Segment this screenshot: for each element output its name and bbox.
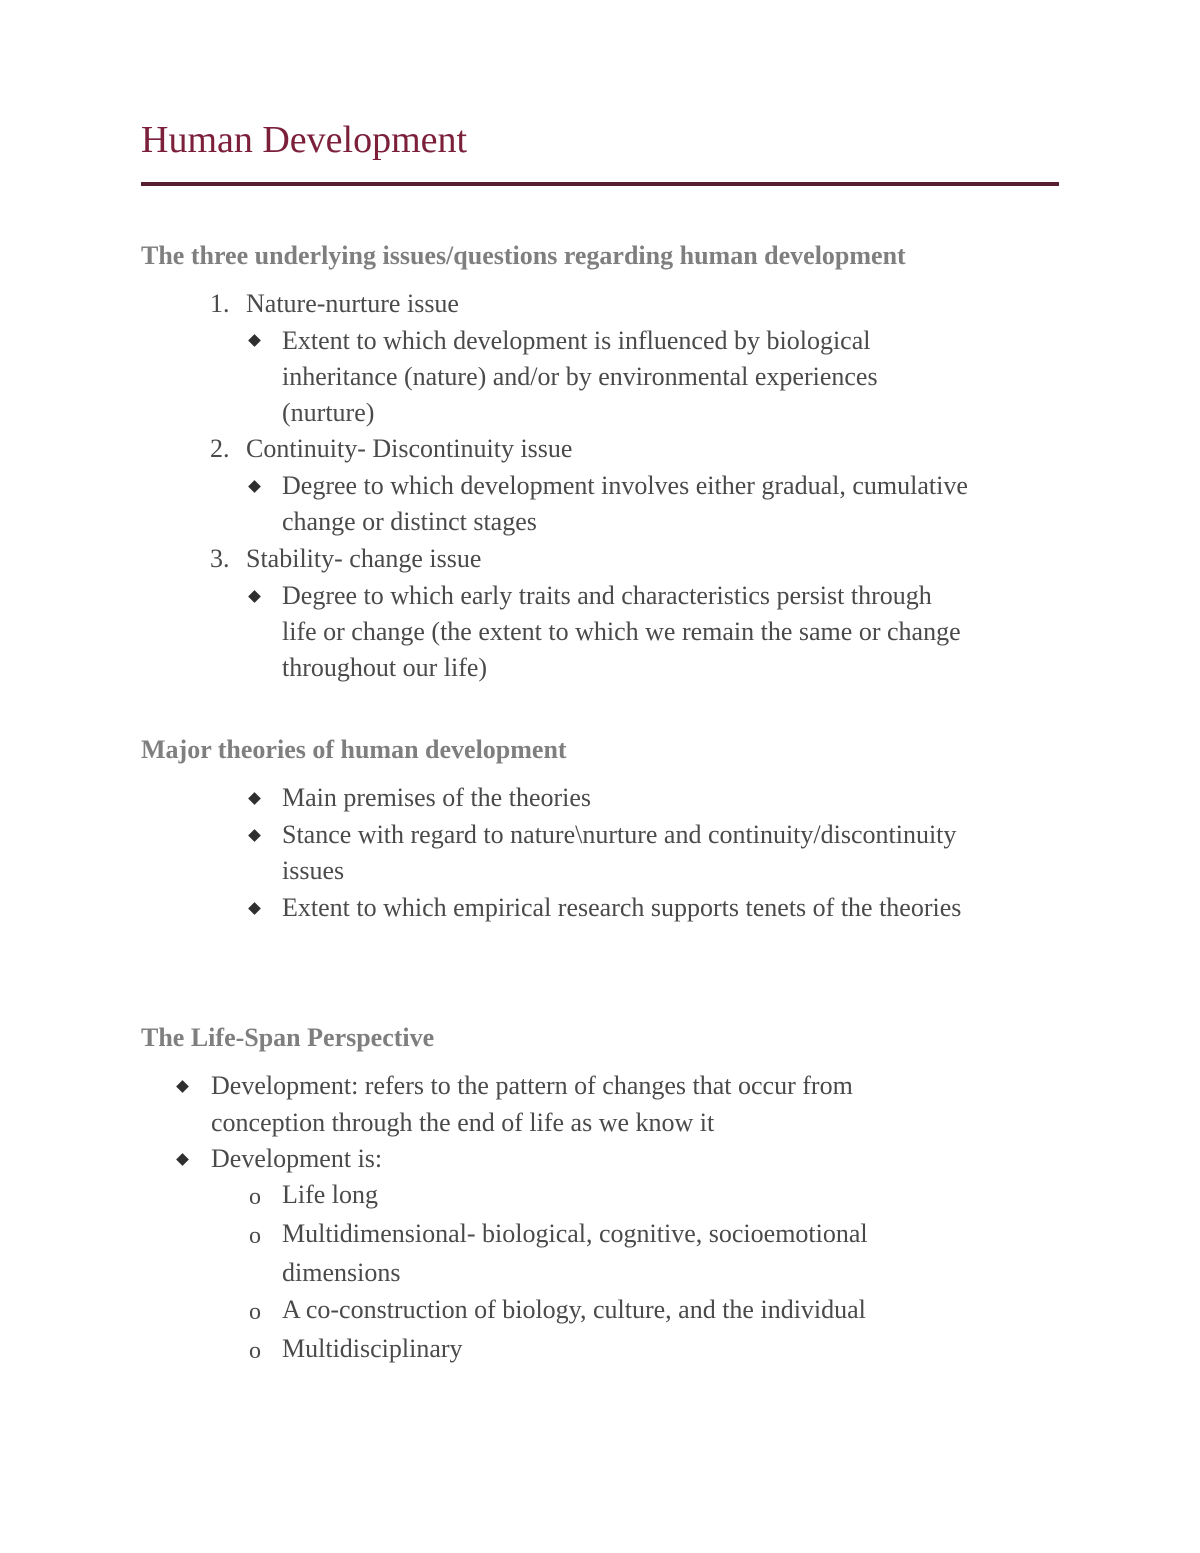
hollow-bullet-icon: o [249, 1338, 261, 1364]
bullet-icon [248, 590, 261, 603]
bullet-icon [248, 334, 261, 347]
title-underline [141, 182, 1059, 186]
bullet-icon [248, 829, 261, 842]
list-item-text: Degree to which development involves either gradual, cumulative [282, 471, 968, 500]
list-item-text: Life long [282, 1180, 379, 1209]
list-item-text: dimensions [282, 1258, 401, 1287]
list-item-text: conception through the end of life as we know it [211, 1108, 715, 1137]
section-heading-major-theories: Major theories of human development [141, 735, 567, 764]
list-item-text: Development is: [211, 1144, 383, 1173]
document-title: Human Development [141, 119, 468, 161]
list-item-text: Degree to which early traits and characteristics persist through [282, 581, 932, 610]
list-item-text: Development: refers to the pattern of changes that occur from [211, 1071, 853, 1100]
hollow-bullet-icon: o [249, 1299, 261, 1325]
list-number: 2. [210, 434, 230, 463]
section-heading-life-span: The Life-Span Perspective [141, 1023, 435, 1052]
list-item-text: Main premises of the theories [282, 783, 592, 812]
hollow-bullet-icon: o [249, 1184, 261, 1210]
list-number: 3. [210, 544, 230, 573]
list-item-text: issues [282, 856, 345, 885]
list-item-text: A co-construction of biology, culture, and the individual [282, 1295, 866, 1324]
bullet-icon [176, 1153, 189, 1166]
hollow-bullet-icon: o [249, 1223, 261, 1249]
list-item-text: Extent to which development is influenced by biological [282, 326, 871, 355]
list-item-text: Extent to which empirical research supports tenets of the theories [282, 893, 962, 922]
list-item-text: change or distinct stages [282, 507, 537, 536]
list-item-label: Nature-nurture issue [246, 289, 459, 318]
list-item-text: inheritance (nature) and/or by environmental experiences [282, 362, 878, 391]
list-item-label: Continuity- Discontinuity issue [246, 434, 573, 463]
bullet-icon [248, 902, 261, 915]
bullet-icon [176, 1080, 189, 1093]
list-item-text: Multidimensional- biological, cognitive, socioemotional [282, 1219, 868, 1248]
bullet-icon [248, 792, 261, 805]
bullet-icon [248, 480, 261, 493]
list-item-text: (nurture) [282, 398, 375, 427]
list-item-text: Stance with regard to nature\nurture and continuity/discontinuity [282, 820, 957, 849]
list-item-text: life or change (the extent to which we remain the same or change [282, 617, 961, 646]
section-heading-underlying-issues: The three underlying issues/questions regarding human development [141, 241, 906, 270]
list-item-text: Multidisciplinary [282, 1334, 463, 1363]
list-item-label: Stability- change issue [246, 544, 482, 573]
list-number: 1. [210, 289, 230, 318]
list-item-text: throughout our life) [282, 653, 488, 682]
